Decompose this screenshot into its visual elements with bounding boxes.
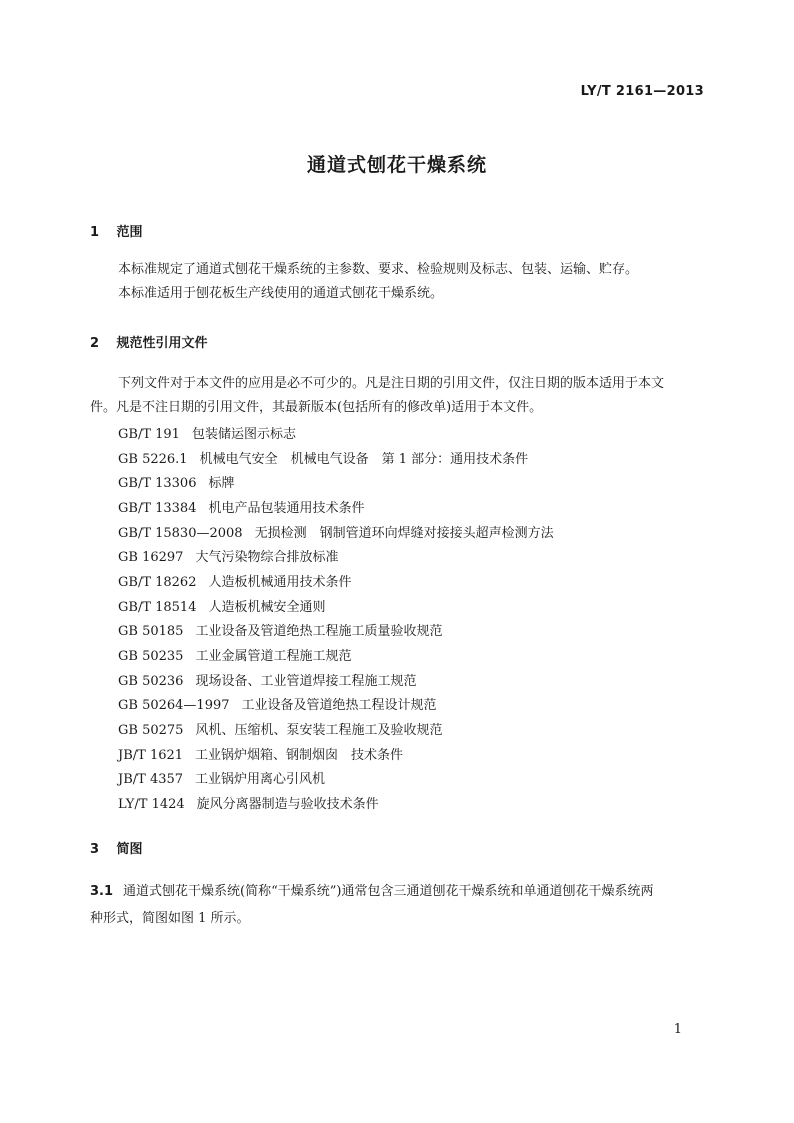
reference-code: JB/T 1621 [118,747,184,763]
reference-code: GB/T 18514 [118,599,197,615]
reference-title: 大气污染物综合排放标准 [195,550,339,566]
section-title: 简图 [116,842,143,857]
reference-title: 机电产品包装通用技术条件 [208,500,365,516]
reference-code: GB 16297 [118,550,184,566]
reference-code: GB 50264—1997 [118,698,230,714]
refs-intro-line-1: 下列文件对于本文件的应用是必不可少的。凡是注日期的引用文件，仅注日期的版本适用于本文 [118,376,665,391]
reference-title: 人造板机械安全通则 [208,599,326,615]
reference-code: JB/T 4357 [118,772,184,788]
reference-item [118,571,554,596]
reference-item [118,645,554,670]
reference-list [118,423,554,818]
reference-code: GB/T 13306 [118,476,197,492]
reference-title: 工业锅炉烟箱、钢制烟囱 技术条件 [195,747,404,763]
clause-line-2: 种形式，简图如图 1 所示。 [90,911,250,926]
section-number: 3 [90,842,100,857]
scope-paragraph-1: 本标准规定了通道式刨花干燥系统的主参数、要求、检验规则及标志、包装、运输、贮存。 [118,262,639,277]
reference-title: 机械电气安全 机械电气设备 第 1 部分：通用技术条件 [199,451,529,467]
reference-code: LY/T 1424 [118,796,185,812]
scope-paragraph-2: 本标准适用于刨花板生产线使用的通道式刨花干燥系统。 [118,286,444,301]
clause-number: 3.1 [90,884,114,899]
reference-title: 工业锅炉用离心引风机 [195,772,326,788]
reference-item [118,448,554,473]
reference-title: 旋风分离器制造与验收技术条件 [196,796,379,812]
standard-code: LY/T 2161—2013 [580,84,704,99]
section-heading-normative-refs [90,332,208,351]
clause-3-1 [90,878,710,932]
reference-title: 现场设备、工业管道焊接工程施工规范 [195,673,417,689]
reference-item [118,719,554,744]
reference-item [118,793,554,818]
reference-title: 工业设备及管道绝热工程设计规范 [241,698,437,714]
refs-intro-line-2: 件。凡是不注日期的引用文件，其最新版本(包括所有的修改单)适用于本文件。 [90,400,543,415]
reference-code: GB/T 15830—2008 [118,525,243,541]
reference-code: GB 50185 [118,624,184,640]
reference-code: GB 50236 [118,673,184,689]
reference-title: 无损检测 钢制管道环向焊缝对接接头超声检测方法 [254,525,554,541]
clause-line-1 [90,878,710,905]
section-number: 2 [90,336,100,351]
reference-item [118,522,554,547]
reference-item [118,694,554,719]
reference-code: GB/T 191 [118,427,180,442]
reference-item [118,768,554,793]
reference-item [118,744,554,769]
reference-title: 人造板机械通用技术条件 [208,574,352,590]
reference-title: 标牌 [208,476,235,492]
reference-code: GB/T 18262 [118,574,197,590]
reference-title: 工业设备及管道绝热工程施工质量验收规范 [195,624,443,640]
reference-item [118,546,554,571]
section-heading-diagram [90,838,143,857]
reference-title: 包装储运图示标志 [191,427,296,442]
section-title: 规范性引用文件 [116,336,208,351]
reference-item [118,497,554,522]
section-title: 范围 [116,225,143,240]
section-heading-scope [90,221,143,240]
reference-item [118,620,554,645]
document-title: 通道式刨花干燥系统 [306,154,487,176]
reference-code: GB 50235 [118,648,184,664]
reference-code: GB/T 13384 [118,500,197,516]
clause-text: 通道式刨花干燥系统(简称“干燥系统”)通常包含三通道刨花干燥系统和单通道刨花干燥系统两 [123,884,654,899]
reference-item [118,423,554,448]
reference-title: 工业金属管道工程施工规范 [195,648,352,664]
reference-code: GB 50275 [118,722,184,738]
reference-title: 风机、压缩机、泵安装工程施工及验收规范 [195,722,443,738]
reference-item [118,670,554,695]
reference-code: GB 5226.1 [118,451,188,467]
reference-item [118,472,554,497]
page-number: 1 [673,1022,682,1037]
section-number: 1 [90,225,100,240]
reference-item [118,596,554,621]
